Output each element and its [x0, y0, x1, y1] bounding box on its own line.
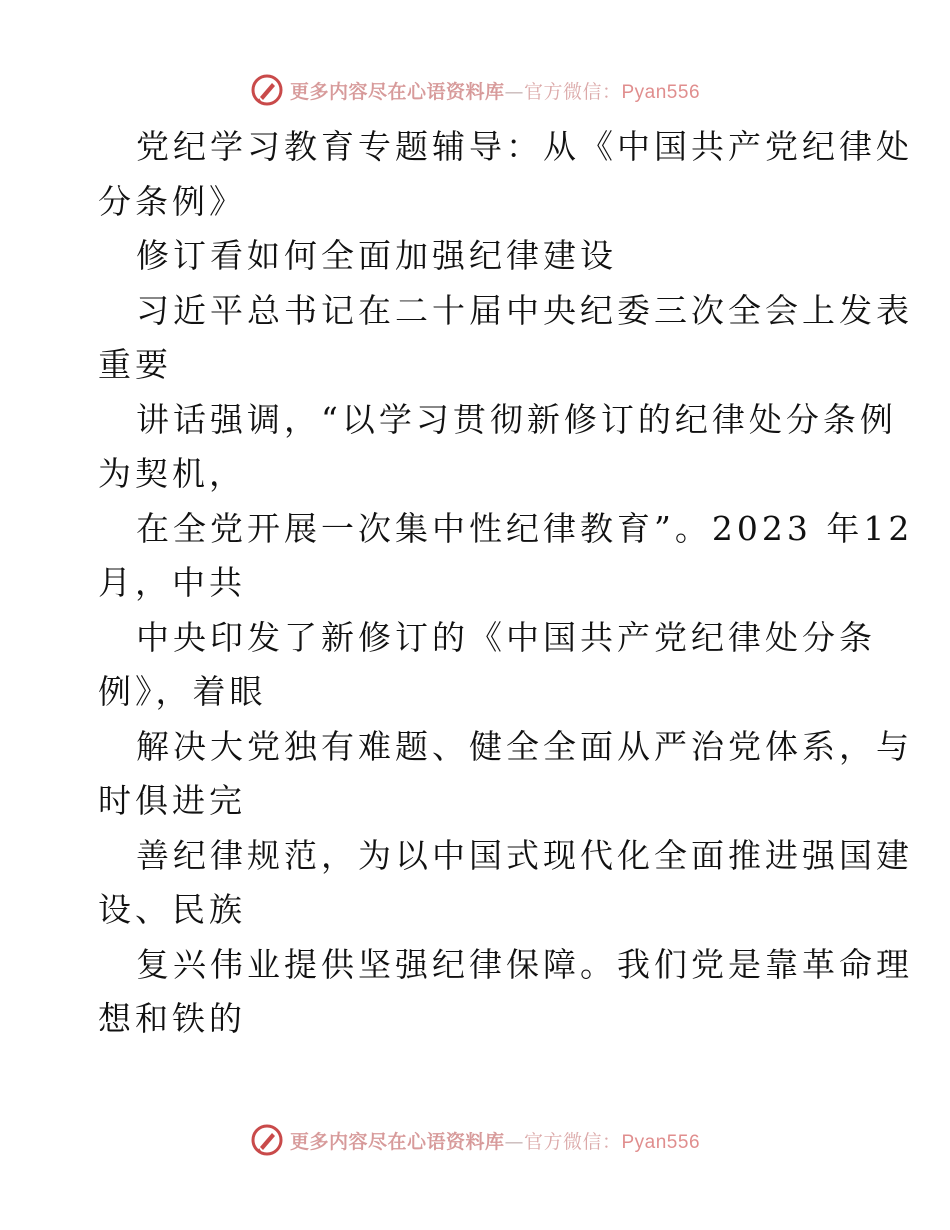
watermark-separator: —	[504, 1130, 524, 1153]
pen-logo-icon	[250, 1123, 284, 1157]
text-line: 修订看如何全面加强纪律建设	[136, 236, 617, 275]
text-line: 讲话强调，“以学习贯彻新修订的纪律处分条例	[136, 399, 897, 439]
text-line: 想和铁的	[98, 999, 246, 1038]
watermark-sub: 官方微信：	[523, 80, 622, 103]
watermark-text	[290, 1127, 700, 1154]
text-line: 设、民族	[98, 890, 246, 929]
text-line: 在全党开展一次集中性纪律教育”。2023 年12	[136, 508, 914, 548]
text-line: 重要	[98, 345, 172, 384]
watermark-separator: —	[504, 80, 524, 103]
text-line: 月，中共	[98, 563, 246, 602]
document-body	[98, 120, 914, 1047]
watermark-footer	[0, 1120, 950, 1160]
watermark-id: Pyan556	[621, 1131, 701, 1153]
text-line: 例》，着眼	[98, 672, 267, 711]
watermark-id: Pyan556	[621, 81, 701, 103]
watermark-main: 更多内容尽在心语资料库	[289, 80, 505, 103]
text-line: 善纪律规范，为以中国式现代化全面推进强国建	[136, 835, 913, 875]
text-line: 解决大党独有难题、健全全面从严治党体系，与	[136, 726, 913, 766]
text-line: 复兴伟业提供坚强纪律保障。我们党是靠革命理	[136, 944, 913, 984]
pen-logo-icon	[250, 73, 284, 107]
watermark-sub: 官方微信：	[523, 1130, 622, 1153]
text-line: 习近平总书记在二十届中央纪委三次全会上发表	[136, 290, 913, 330]
text-line: 分条例》	[98, 181, 246, 221]
watermark-main: 更多内容尽在心语资料库	[289, 1130, 505, 1153]
watermark-header	[0, 70, 950, 110]
text-line: 为契机，	[98, 454, 246, 493]
text-line: 党纪学习教育专题辅导：从《中国共产党纪律处	[136, 127, 913, 166]
text-line: 时俱进完	[98, 781, 246, 820]
text-line: 中央印发了新修订的《中国共产党纪律处分条	[136, 617, 876, 657]
watermark-text	[290, 77, 700, 104]
